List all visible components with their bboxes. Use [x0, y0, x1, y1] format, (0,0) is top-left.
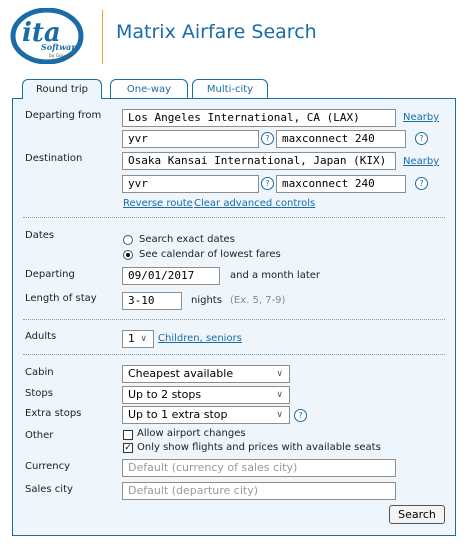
extra-stops-select[interactable]: [122, 406, 290, 424]
currency-label: Currency: [25, 461, 71, 472]
routing-help-icon[interactable]: ?: [261, 132, 274, 145]
sales-city-label: Sales city: [25, 484, 73, 495]
cabin-select[interactable]: [122, 365, 290, 383]
tab-multi-city[interactable]: Multi-city: [192, 79, 268, 98]
header-separator: [102, 10, 103, 64]
stops-select[interactable]: [122, 386, 290, 404]
extra-stops-help-icon[interactable]: ?: [294, 409, 307, 422]
tab-round-trip[interactable]: Round trip: [22, 79, 102, 99]
search-exact-dates-label: Search exact dates: [139, 234, 235, 245]
length-of-stay-input[interactable]: 3-10: [122, 292, 182, 310]
reverse-route-link[interactable]: Reverse route: [123, 198, 193, 209]
only-available-seats-label: Only show flights and prices with available seats: [137, 442, 381, 453]
logo-swoosh-icon: [10, 8, 84, 64]
extra-stops-select-value: Up to 1 extra stop: [128, 408, 228, 421]
length-of-stay-hint: (Ex. 5, 7-9): [230, 295, 286, 306]
other-label: Other: [25, 430, 54, 441]
adults-label: Adults: [25, 331, 57, 342]
destination-routing-input[interactable]: yvr: [122, 175, 259, 193]
search-button[interactable]: Search: [389, 505, 445, 524]
currency-input[interactable]: Default (currency of sales city): [122, 459, 396, 477]
allow-airport-changes-checkbox[interactable]: [123, 430, 133, 440]
chevron-down-icon: ∨: [276, 390, 283, 400]
stops-select-value: Up to 2 stops: [128, 388, 202, 401]
departing-extension-input[interactable]: maxconnect 240: [276, 130, 406, 148]
calendar-lowest-fares-label: See calendar of lowest fares: [139, 249, 281, 260]
cabin-select-value: Cheapest available: [128, 367, 234, 380]
departing-label: Departing: [25, 269, 75, 280]
children-seniors-link[interactable]: Children, seniors: [158, 333, 242, 344]
departing-nearby-link[interactable]: Nearby: [403, 112, 440, 123]
adults-select-value: 1: [128, 332, 135, 345]
routing-help-icon[interactable]: ?: [261, 177, 274, 190]
departing-date-input[interactable]: 09/01/2017: [122, 267, 220, 285]
only-available-seats-checkbox[interactable]: ✓: [124, 443, 132, 453]
allow-airport-changes-label: Allow airport changes: [137, 428, 246, 439]
section-divider: [23, 319, 445, 320]
logo-by: by Google: [49, 54, 72, 59]
search-exact-dates-radio[interactable]: [123, 235, 133, 245]
destination-nearby-link[interactable]: Nearby: [403, 156, 440, 167]
extension-help-icon[interactable]: ?: [415, 177, 428, 190]
page-title: Matrix Airfare Search: [116, 21, 317, 43]
destination-input[interactable]: Osaka Kansai International, Japan (KIX): [122, 152, 396, 170]
cabin-label: Cabin: [25, 367, 54, 378]
dates-label: Dates: [25, 230, 55, 241]
clear-advanced-controls-link[interactable]: Clear advanced controls: [194, 198, 316, 209]
chevron-down-icon: ∨: [140, 334, 147, 344]
chevron-down-icon: ∨: [276, 369, 283, 379]
adults-select[interactable]: [122, 330, 154, 348]
calendar-lowest-fares-radio[interactable]: [123, 250, 133, 260]
logo-text: ita: [22, 18, 61, 48]
logo-sub: Software: [41, 42, 81, 52]
extra-stops-label: Extra stops: [25, 408, 82, 419]
section-divider: [23, 354, 445, 355]
destination-extension-input[interactable]: maxconnect 240: [276, 175, 406, 193]
departing-from-label: Departing from: [25, 110, 102, 121]
departing-routing-input[interactable]: yvr: [122, 130, 259, 148]
ita-software-logo: [10, 8, 92, 64]
section-divider: [23, 217, 445, 218]
departing-date-suffix: and a month later: [230, 270, 321, 281]
destination-label: Destination: [25, 153, 83, 164]
extension-help-icon[interactable]: ?: [415, 132, 428, 145]
tab-one-way[interactable]: One-way: [110, 79, 188, 98]
chevron-down-icon: ∨: [276, 410, 283, 420]
search-form-panel: [12, 98, 456, 536]
length-of-stay-label: Length of stay: [25, 293, 97, 304]
stops-label: Stops: [25, 388, 53, 399]
nights-label: nights: [191, 295, 222, 306]
sales-city-input[interactable]: Default (departure city): [122, 482, 396, 500]
departing-from-input[interactable]: Los Angeles International, CA (LAX): [122, 109, 396, 127]
